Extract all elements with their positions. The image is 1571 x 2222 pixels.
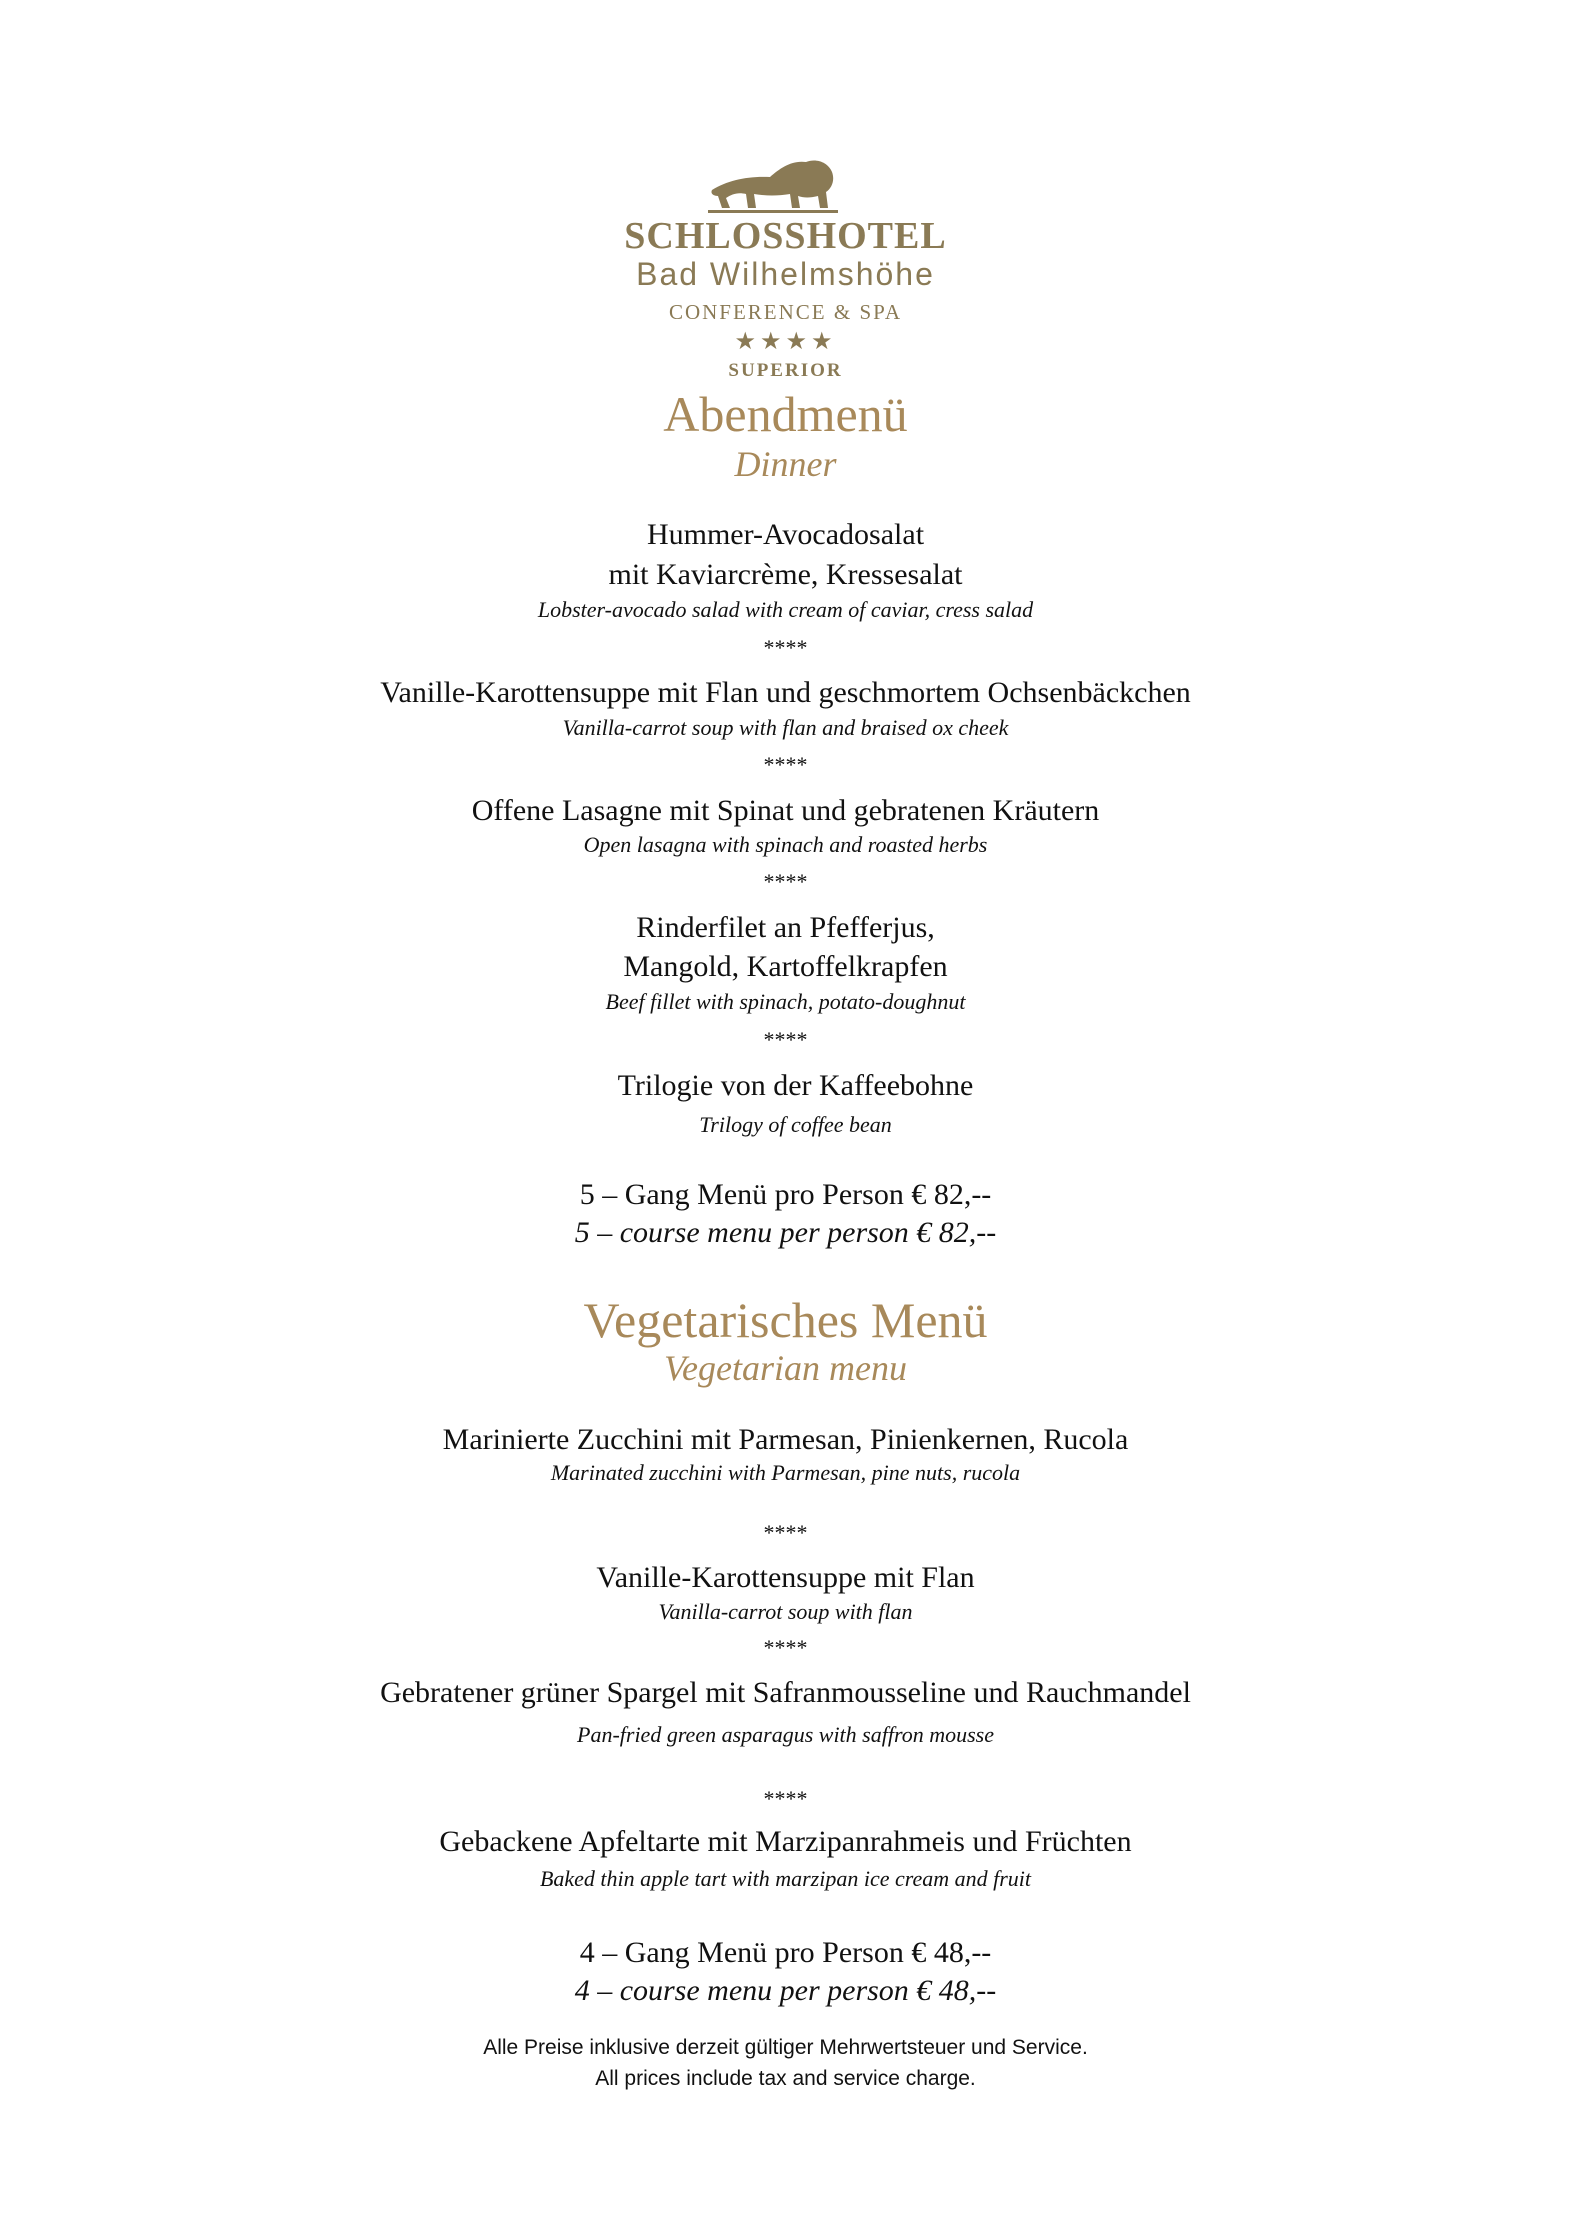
dinner-course-4-name-line-2: Mangold, Kartoffelkrapfen xyxy=(623,950,948,983)
vegetarian-price-en: 4 – course menu per person € 48,-- xyxy=(574,1974,997,2007)
dinner-separator-4: **** xyxy=(763,1027,808,1052)
vegetarian-course-4-translation: Baked thin apple tart with marzipan ice cream and fruit xyxy=(539,1866,1032,1891)
vegetarian-course-2-translation: Vanilla-carrot soup with flan xyxy=(658,1599,913,1624)
dinner-course-1-name-line-2: mit Kaviarcrème, Kressesalat xyxy=(608,558,963,591)
dinner-course-1-translation: Lobster-avocado salad with cream of caviar, cress salad xyxy=(537,597,1034,622)
dinner-separator-2: **** xyxy=(763,752,808,777)
dinner-subtitle: Dinner xyxy=(734,444,837,484)
vegetarian-course-1-name: Marinierte Zucchini mit Parmesan, Pinienkernen, Rucola xyxy=(442,1423,1129,1456)
lion-icon xyxy=(708,150,838,214)
hotel-name: SCHLOSSHOTEL xyxy=(624,215,947,257)
vegetarian-course-1-translation: Marinated zucchini with Parmesan, pine nuts, rucola xyxy=(550,1460,1021,1485)
dinner-course-5-name: Trilogie von der Kaffeebohne xyxy=(617,1069,974,1102)
footer-note-de: Alle Preise inklusive derzeit gültiger Mehrwertsteuer und Service. xyxy=(483,2036,1088,2059)
dinner-course-4-translation: Beef fillet with spinach, potato-doughnut xyxy=(605,989,966,1014)
vegetarian-price-de: 4 – Gang Menü pro Person € 48,-- xyxy=(579,1936,992,1969)
dinner-separator-3: **** xyxy=(763,869,808,894)
hotel-rating: SUPERIOR xyxy=(728,360,843,381)
dinner-title: Abendmenü xyxy=(663,386,908,442)
hotel-tagline: CONFERENCE & SPA xyxy=(668,300,903,324)
dinner-course-2-translation: Vanilla-carrot soup with flan and braised ox cheek xyxy=(562,715,1009,740)
hotel-location: Bad Wilhelmshöhe xyxy=(636,256,935,292)
hotel-logo xyxy=(0,150,1571,390)
dinner-price-en: 5 – course menu per person € 82,-- xyxy=(574,1216,997,1249)
vegetarian-course-3-name: Gebratener grüner Spargel mit Safranmousseline und Rauchmandel xyxy=(380,1676,1191,1709)
vegetarian-separator-2: **** xyxy=(763,1635,808,1660)
footer-note-en: All prices include tax and service charge. xyxy=(595,2067,976,2090)
dinner-course-5-translation: Trilogy of coffee bean xyxy=(699,1112,892,1137)
vegetarian-separator-3: **** xyxy=(763,1786,808,1811)
dinner-course-4-name-line-1: Rinderfilet an Pfefferjus, xyxy=(636,911,935,944)
vegetarian-subtitle: Vegetarian menu xyxy=(664,1348,907,1388)
dinner-course-2-name: Vanille-Karottensuppe mit Flan und geschmortem Ochsenbäckchen xyxy=(380,676,1191,709)
vegetarian-course-2-name: Vanille-Karottensuppe mit Flan xyxy=(596,1561,975,1594)
vegetarian-separator-1: **** xyxy=(763,1520,808,1545)
hotel-stars: ★★★★ xyxy=(734,327,837,355)
dinner-course-1-name-line-1: Hummer-Avocadosalat xyxy=(646,518,925,551)
vegetarian-course-3-translation: Pan-fried green asparagus with saffron mousse xyxy=(577,1722,994,1747)
dinner-course-3-name: Offene Lasagne mit Spinat und gebratenen Kräutern xyxy=(471,794,1100,827)
vegetarian-title: Vegetarisches Menü xyxy=(583,1292,988,1348)
dinner-course-3-translation: Open lasagna with spinach and roasted herbs xyxy=(583,832,988,857)
dinner-separator-1: **** xyxy=(763,635,808,660)
vegetarian-course-4-name: Gebackene Apfeltarte mit Marzipanrahmeis und Früchten xyxy=(439,1825,1132,1858)
dinner-price-de: 5 – Gang Menü pro Person € 82,-- xyxy=(579,1178,992,1211)
